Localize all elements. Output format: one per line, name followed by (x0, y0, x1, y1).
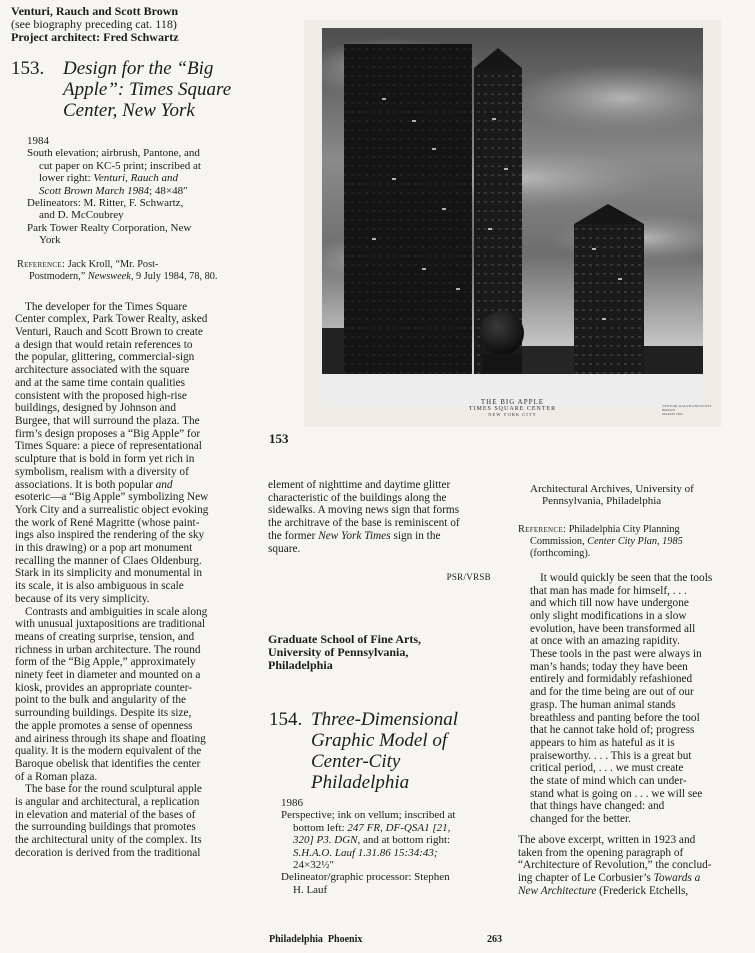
quotation-line: breathless and panting before the tool (530, 711, 700, 724)
entry-154-medium: S.H.A.O. Lauf 1.31.86 15:34:43; (293, 846, 438, 859)
essay-line: The base for the round sculptural apple (25, 783, 202, 796)
entry-154-title-line: Center-City (311, 751, 401, 772)
right-column (518, 483, 750, 897)
entry-153-delineators: Delineators: M. Ritter, F. Schwartz, (27, 197, 184, 210)
book-title: New Architecture (518, 884, 597, 897)
quotation-line: stand what is going on . . . we will see (530, 787, 703, 800)
quotation-line: changed for the better. (530, 813, 631, 826)
essay-line: the surrounding buildings that promotes (15, 821, 196, 834)
running-footer: Philadelphia Phoenix (269, 934, 363, 945)
entry-153-medium: South elevation; airbrush, Pantone, and (27, 147, 200, 160)
quotation-line: entirely and formidably refashioned (530, 673, 693, 686)
quotation-line: that man has made for himself, . . . (530, 584, 687, 597)
entry-154-number: 154. (269, 709, 303, 730)
entry-154-title-line: Philadelphia (311, 772, 410, 793)
essay-continuation: element of nighttime and daytime glitter (268, 479, 451, 491)
entry-154-delineator: H. Lauf (293, 883, 328, 896)
essay-line: “Architecture of Revolution,” the conclud- (518, 859, 712, 872)
entry-153-medium: cut paper on KC-5 print; inscribed at (39, 159, 201, 172)
essay-line: consistent with the proposed high-rise (15, 389, 187, 402)
reference-line (518, 536, 750, 548)
essay-line: the work of René Magritte (whose paint- (15, 516, 200, 529)
essay-line: buildings, designed by Johnson and (15, 402, 176, 415)
essay-line: quality. It is the modern equivalent of the (15, 745, 202, 758)
le-corbusier-quotation (518, 572, 750, 826)
caption-location: NEW YORK CITY (488, 412, 537, 417)
archives-line: Pennsylvania, Philadelphia (542, 495, 662, 508)
essay-line: The developer for the Times Square (25, 300, 188, 313)
entry-154-heading (269, 709, 551, 793)
archives-line: Architectural Archives, University of (530, 483, 694, 495)
essay-line: The above excerpt, written in 1923 and (518, 833, 696, 846)
essay-continuation (268, 530, 503, 543)
page-number: 263 (487, 934, 502, 945)
essay-text: sign in the (390, 529, 441, 542)
essay-line: sculpture that is bold in form yet rich in (15, 453, 195, 466)
project-architect: Project architect: Fred Schwartz (11, 30, 179, 44)
essay-line: recalling the manner of Claes Oldenburg. (15, 554, 202, 567)
essay-line: the popular, glittering, commercial-sign (15, 351, 195, 364)
entry-154-year: 1986 (281, 797, 303, 809)
author-initials: PSR/VRSB (446, 572, 491, 583)
entry-153-owner: Park Tower Realty Corporation, New (27, 221, 192, 234)
essay-line: form of the “Big Apple,” approximately (15, 656, 196, 669)
essay-continuation: square. (268, 542, 301, 555)
entry-153-reference (11, 259, 271, 283)
entry-153-title-line: Center, New York (63, 100, 195, 121)
essay-line: Baroque obelisk that identifies the center (15, 757, 201, 770)
quotation-line: at once with an amazing rapidity. (530, 635, 680, 648)
entry-154-reference (518, 524, 750, 560)
inscription-firm: VENTURI, RAUCH AND SCOTT BROWN (662, 404, 712, 412)
entry-154-institution (268, 633, 508, 672)
quotation-line: praiseworthy. . . . This is a great but (530, 749, 692, 762)
essay-line: richness in urban architecture. The round (15, 643, 201, 656)
essay-line: means of creating surprise, tension, and (15, 630, 195, 643)
essay-line: Center complex, Park Tower Realty, asked (15, 313, 208, 326)
essay-line: its scale, it is also ambiguous in scale (15, 580, 184, 593)
reference-line (518, 524, 750, 536)
newspaper-name: New York Times (318, 529, 391, 542)
essay-line: esoteric—a “Big Apple” symbolizing New (15, 491, 209, 504)
essay-line: the apple promotes a sense of openness (15, 719, 193, 732)
biography-note: (see biography preceding cat. 118) (11, 17, 177, 31)
essay-text: the former (268, 529, 319, 542)
essay-line: of a Roman plaza. (15, 770, 98, 783)
essay-line: Contrasts and ambiguities in scale along (25, 605, 208, 618)
emphasis-text: and (155, 478, 173, 491)
essay-line: architecture associated with the square (15, 364, 190, 377)
reference-title: Center City Plan, 1985 (587, 535, 683, 547)
quotation-line: grasp. The human animal stands (530, 698, 676, 711)
essay-line: ings also inspired the rendering of the sky (15, 529, 205, 542)
essay-text: ing chapter of Le Corbusier’s (518, 871, 654, 884)
dimensions-text: ; 48×48″ (149, 184, 188, 197)
essay-line: surrounding buildings. Despite its size, (15, 707, 192, 720)
essay-text: associations. It is both popular (15, 478, 156, 491)
entry-154-delineator: Delineator/graphic processor: Stephen (281, 871, 450, 884)
entry-154-dimensions: 24×32½″ (293, 859, 335, 872)
inscription-text: 320] P3. DGN, (293, 834, 361, 847)
institution-line: Philadelphia (268, 658, 333, 672)
institution-line: University of Pennsylvania, (268, 645, 409, 659)
reference-line: (forthcoming). (530, 547, 591, 559)
drawing-inscription (662, 404, 721, 416)
reference-text: Jack Kroll, “Mr. Post- (65, 258, 159, 270)
entry-154-details (281, 797, 513, 896)
big-apple-elevation-drawing (322, 28, 703, 406)
essay-line: because of its very simplicity. (15, 592, 150, 605)
entry-153-delineators: and D. McCoubrey (39, 209, 124, 222)
essay-line (518, 885, 750, 898)
entry-154-medium (281, 834, 513, 846)
entry-153-owner: York (39, 234, 61, 247)
figure-153 (304, 20, 721, 427)
inscription-text: Venturi, Rauch and (93, 172, 179, 185)
institution-line: Graduate School of Fine Arts, (268, 632, 421, 646)
essay-line: in this drawing) or a pop art monument (15, 542, 193, 555)
quotation-line: that things have changed: and (530, 800, 665, 813)
quotation-line: only slight modifications in a slow (530, 609, 687, 622)
essay-line: symbolism, realism with a diversity of (15, 465, 189, 478)
caption-subtitle: TIMES SQUARE CENTER (468, 406, 557, 412)
essay-line: ninety feet in diameter and mounted on a (15, 669, 201, 682)
essay-line: the architectural unity of the complex. Its (15, 834, 202, 847)
essay-line: Venturi, Rauch and Scott Brown to create (15, 326, 203, 339)
quotation-line: the state of mind which can under- (530, 775, 687, 788)
quotation-line: appears to him as hateful as it is (530, 736, 675, 749)
reference-text: Postmodern,” (29, 270, 88, 282)
quotation-line: These tools in the past were always in (530, 648, 702, 661)
reference-text: , 9 July 1984, 78, 80. (130, 270, 218, 282)
figure-number: 153 (269, 431, 289, 446)
quotation-line: that he cannot take hold of; progress (530, 724, 695, 737)
quotation-line: evolution, have been transformed all (530, 622, 696, 635)
reference-text: Commission, (530, 535, 588, 547)
entry-153-title-line: Design for the “Big (63, 58, 214, 79)
entry-154-title-line: Three-Dimensional (311, 709, 459, 730)
essay-line (518, 872, 750, 885)
inscription-text: Scott Brown March 1984 (39, 184, 150, 197)
entry-153-title-line: Apple”: Times Square (63, 79, 232, 100)
entry-153-medium (27, 172, 271, 184)
entry-153-essay (11, 301, 271, 860)
reference-line (17, 259, 271, 271)
left-column (11, 5, 271, 860)
reference-label: Reference: (518, 523, 567, 535)
essay-line: with unusual juxtapositions are traditional (15, 618, 206, 631)
quotation-line: It would quickly be seen that the tools (540, 571, 713, 584)
reference-journal: Newsweek (87, 270, 131, 282)
reference-line (17, 271, 271, 283)
essay-continuation: characteristic of the buildings along the (268, 491, 447, 504)
entry-154-title-line: Graphic Model of (311, 730, 448, 751)
essay-line (15, 479, 271, 492)
entry-154-medium (281, 822, 513, 834)
book-title: Towards a (653, 871, 701, 884)
essay-line: kiosk, provides an appropriate counter- (15, 681, 193, 694)
middle-column (268, 479, 503, 584)
essay-line: a design that would retain references to (15, 338, 193, 351)
entry-154-medium: Perspective; ink on vellum; inscribed at (281, 809, 456, 822)
essay-continuation: sidewalks. A moving news sign that forms (268, 504, 460, 517)
essay-line: decoration is derived from the traditional (15, 846, 201, 859)
essay-line: York City and a surrealistic object evoking (15, 503, 209, 516)
medium-text: and at bottom right: (360, 834, 451, 847)
essay-line: point to the bulk and angularity of the (15, 694, 186, 707)
reference-label: Reference: (17, 258, 66, 270)
medium-text: bottom left: (293, 821, 348, 834)
entry-153-details (11, 135, 271, 247)
essay-line: Burgee, that will surround the plaza. The (15, 414, 200, 427)
caption-title: THE BIG APPLE (480, 398, 545, 406)
quotation-line: and which till now have undergone (530, 597, 689, 610)
essay-line: and airiness through its shape and floating (15, 732, 206, 745)
entry-153-number: 153. (11, 58, 45, 79)
essay-line: taken from the opening paragraph of (518, 846, 684, 859)
inscription-text: 247 FR, DF-QSA1 [21, (347, 821, 451, 834)
essay-continuation: the architrave of the base is reminiscent of (268, 517, 460, 530)
entry-154-essay (518, 834, 750, 898)
essay-line: and at the same time contain qualities (15, 376, 186, 389)
essay-line: firm’s design proposes a “Big Apple” for (15, 427, 201, 440)
essay-line: Times Square: a piece of representational (15, 440, 202, 453)
quotation-line: and for the time being are out of our (530, 686, 694, 699)
inscription-date: MARCH 1984 (662, 412, 683, 416)
entry-153-year: 1984 (27, 135, 49, 147)
medium-text: lower right: (39, 172, 94, 185)
essay-line: is angular and architectural, a replication (15, 796, 200, 809)
essay-line: Stark in its simplicity and monumental in (15, 567, 203, 580)
reference-text: Philadelphia City Planning (566, 523, 680, 535)
quotation-line: critical period, . . . we must create (530, 762, 684, 775)
entry-153-heading (11, 58, 271, 121)
entry-153-location (518, 483, 750, 508)
essay-line: in elevation and material of the bases of (15, 808, 196, 821)
drawing-caption (304, 398, 721, 417)
firm-name: Venturi, Rauch and Scott Brown (11, 4, 179, 18)
essay-text: (Frederick Etchells, (596, 884, 689, 897)
quotation-line: man’s hands; today they have been (530, 660, 688, 673)
entry-153-medium (27, 185, 271, 197)
